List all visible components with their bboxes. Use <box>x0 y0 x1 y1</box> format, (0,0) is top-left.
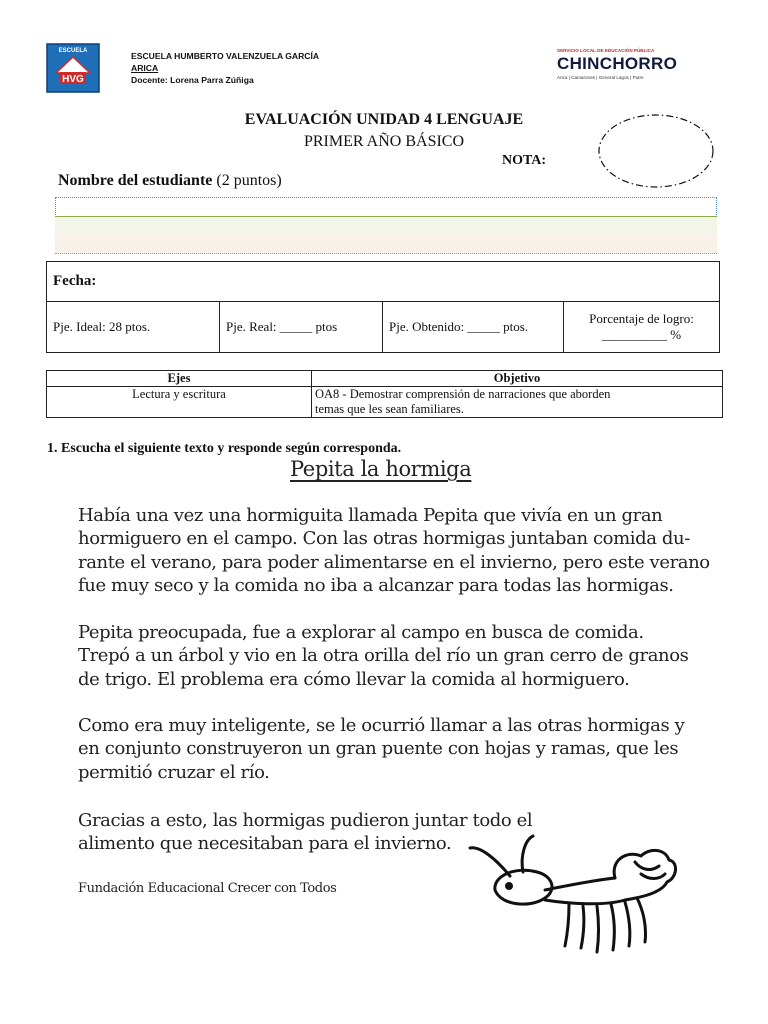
story-line: fue muy seco y la comida no iba a alcanzar para todas las hormigas. <box>78 574 674 596</box>
name-line-1 <box>55 197 717 217</box>
school-city: ARICA <box>131 63 159 73</box>
grade-oval <box>596 112 716 190</box>
name-line-3 <box>55 234 717 254</box>
story-line: Trepó a un árbol y vio en la otra orilla del río un gran cerro de granos <box>78 645 689 667</box>
eje-cell: Lectura y escritura <box>47 387 312 418</box>
chinchorro-logo <box>557 48 707 80</box>
school-logo-top-text: ESCUELA <box>58 48 88 54</box>
story-line: Pepita preocupada, fue a explorar al campo en busca de comida. <box>78 622 644 643</box>
objetivo-cell <box>312 387 723 418</box>
student-label: Nombre del estudiante <box>58 172 213 189</box>
objetivo-line: OA8 - Demostrar comprensión de narraciones que aborden <box>315 387 611 401</box>
name-line-2 <box>55 216 717 235</box>
score-table <box>46 261 720 353</box>
question-1: 1. Escucha el siguiente texto y responde según corresponda. <box>47 441 402 456</box>
exam-subtitle: PRIMER AÑO BÁSICO <box>303 133 465 150</box>
story-line: permitió cruzar el río. <box>78 761 270 783</box>
achievement-label: Porcentaje de logro: <box>589 311 694 326</box>
ant-drawing-icon <box>465 828 715 958</box>
story-line: Como era muy inteligente, se le ocurrió llamar a las otras hormigas y <box>78 715 685 736</box>
story-credit: Fundación Educacional Crecer con Todos <box>78 881 337 896</box>
story-paragraph <box>78 504 718 597</box>
objectives-table <box>46 370 723 418</box>
date-cell[interactable]: Fecha: <box>47 262 720 302</box>
story-title: Pepita la hormiga <box>290 457 472 481</box>
objetivo-line: temas que les sean familiares. <box>315 402 464 416</box>
achievement-percent[interactable] <box>564 302 720 353</box>
chinchorro-sub-text: Arica | Camarones | General Lagos | Putre <box>557 75 644 80</box>
school-logo-text: HVG <box>62 74 84 85</box>
header-objetivo: Objetivo <box>312 371 723 387</box>
achievement-value: __________ % <box>601 327 682 342</box>
student-name-label <box>58 172 282 190</box>
ideal-score: Pje. Ideal: 28 ptos. <box>47 302 220 353</box>
school-logo <box>46 43 100 93</box>
chinchorro-brand: CHINCHORRO <box>557 54 678 73</box>
student-name-field[interactable] <box>55 197 717 254</box>
obtained-score[interactable]: Pje. Obtenido: _____ ptos. <box>383 302 564 353</box>
nota-label: NOTA: <box>502 153 547 168</box>
story-line: alimento que necesitaban para el invierno. <box>78 833 452 855</box>
school-name: ESCUELA HUMBERTO VALENZUELA GARCÍA <box>131 51 320 61</box>
story-paragraph <box>78 621 718 691</box>
real-score[interactable]: Pje. Real: _____ ptos <box>220 302 383 353</box>
chinchorro-top-text: SERVICIO LOCAL DE EDUCACIÓN PÚBLICA <box>557 48 655 53</box>
story-line: rante el verano, para poder alimentarse en el invierno, pero este verano <box>78 551 710 573</box>
header-ejes: Ejes <box>47 371 312 387</box>
story-line: Había una vez una hormiguita llamada Pepita que vivía en un gran <box>78 505 663 526</box>
teacher-name: Docente: Lorena Parra Zúñiga <box>131 75 254 85</box>
student-points: (2 puntos) <box>216 172 282 189</box>
story-line: Gracias a esto, las hormigas pudieron juntar todo el <box>78 810 533 831</box>
exam-title: EVALUACIÓN UNIDAD 4 LENGUAJE <box>244 111 524 128</box>
story-line: hormiguero en el campo. Con las otras hormigas juntaban comida du- <box>78 528 690 550</box>
school-info <box>131 50 319 86</box>
story-paragraph <box>78 714 718 784</box>
story-line: de trigo. El problema era cómo llevar la comida al hormiguero. <box>78 668 630 690</box>
story-line: en conjunto construyeron un gran puente con hojas y ramas, que les <box>78 738 679 760</box>
